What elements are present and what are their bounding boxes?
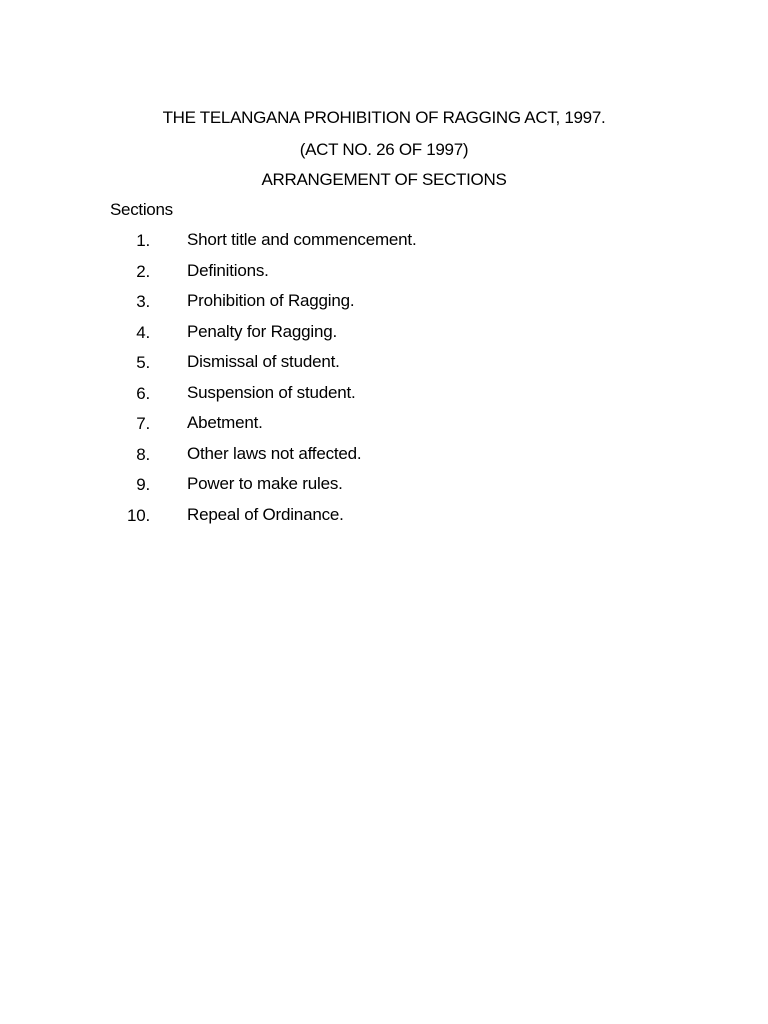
- section-title: Abetment.: [187, 413, 263, 432]
- section-item: [0, 260, 768, 291]
- section-title: Power to make rules.: [187, 474, 343, 493]
- section-item: [0, 351, 768, 382]
- section-title: Repeal of Ordinance.: [187, 504, 344, 524]
- section-number: 4.: [136, 322, 150, 342]
- section-title: Definitions.: [187, 260, 269, 280]
- section-item: [0, 473, 768, 504]
- section-item: [0, 382, 768, 413]
- arrangement-heading: ARRANGEMENT OF SECTIONS: [261, 170, 507, 189]
- sections-label: Sections: [110, 200, 173, 219]
- section-number: 8.: [136, 444, 150, 464]
- document-title: THE TELANGANA PROHIBITION OF RAGGING ACT, 1997.: [162, 108, 606, 127]
- section-number: 10.: [126, 505, 150, 525]
- section-title: Prohibition of Ragging.: [187, 291, 355, 310]
- section-item: [0, 290, 768, 321]
- section-number: 3.: [136, 292, 150, 311]
- section-title: Dismissal of student.: [187, 352, 340, 371]
- section-number: 1.: [136, 231, 150, 250]
- section-title: Short title and commencement.: [187, 230, 417, 249]
- section-title: Other laws not affected.: [187, 443, 362, 463]
- section-item: [0, 443, 768, 474]
- section-number: 9.: [136, 475, 150, 494]
- section-item: [0, 504, 768, 535]
- section-number: 2.: [136, 261, 150, 281]
- section-item: [0, 321, 768, 352]
- section-list: [0, 229, 768, 534]
- section-number: 6.: [136, 383, 150, 403]
- section-number: 7.: [136, 414, 150, 433]
- section-number: 5.: [136, 353, 150, 372]
- section-item: [0, 412, 768, 443]
- section-item: [0, 229, 768, 260]
- section-title: Penalty for Ragging.: [187, 321, 338, 341]
- section-title: Suspension of student.: [187, 382, 356, 402]
- act-number: (ACT NO. 26 OF 1997): [299, 140, 469, 159]
